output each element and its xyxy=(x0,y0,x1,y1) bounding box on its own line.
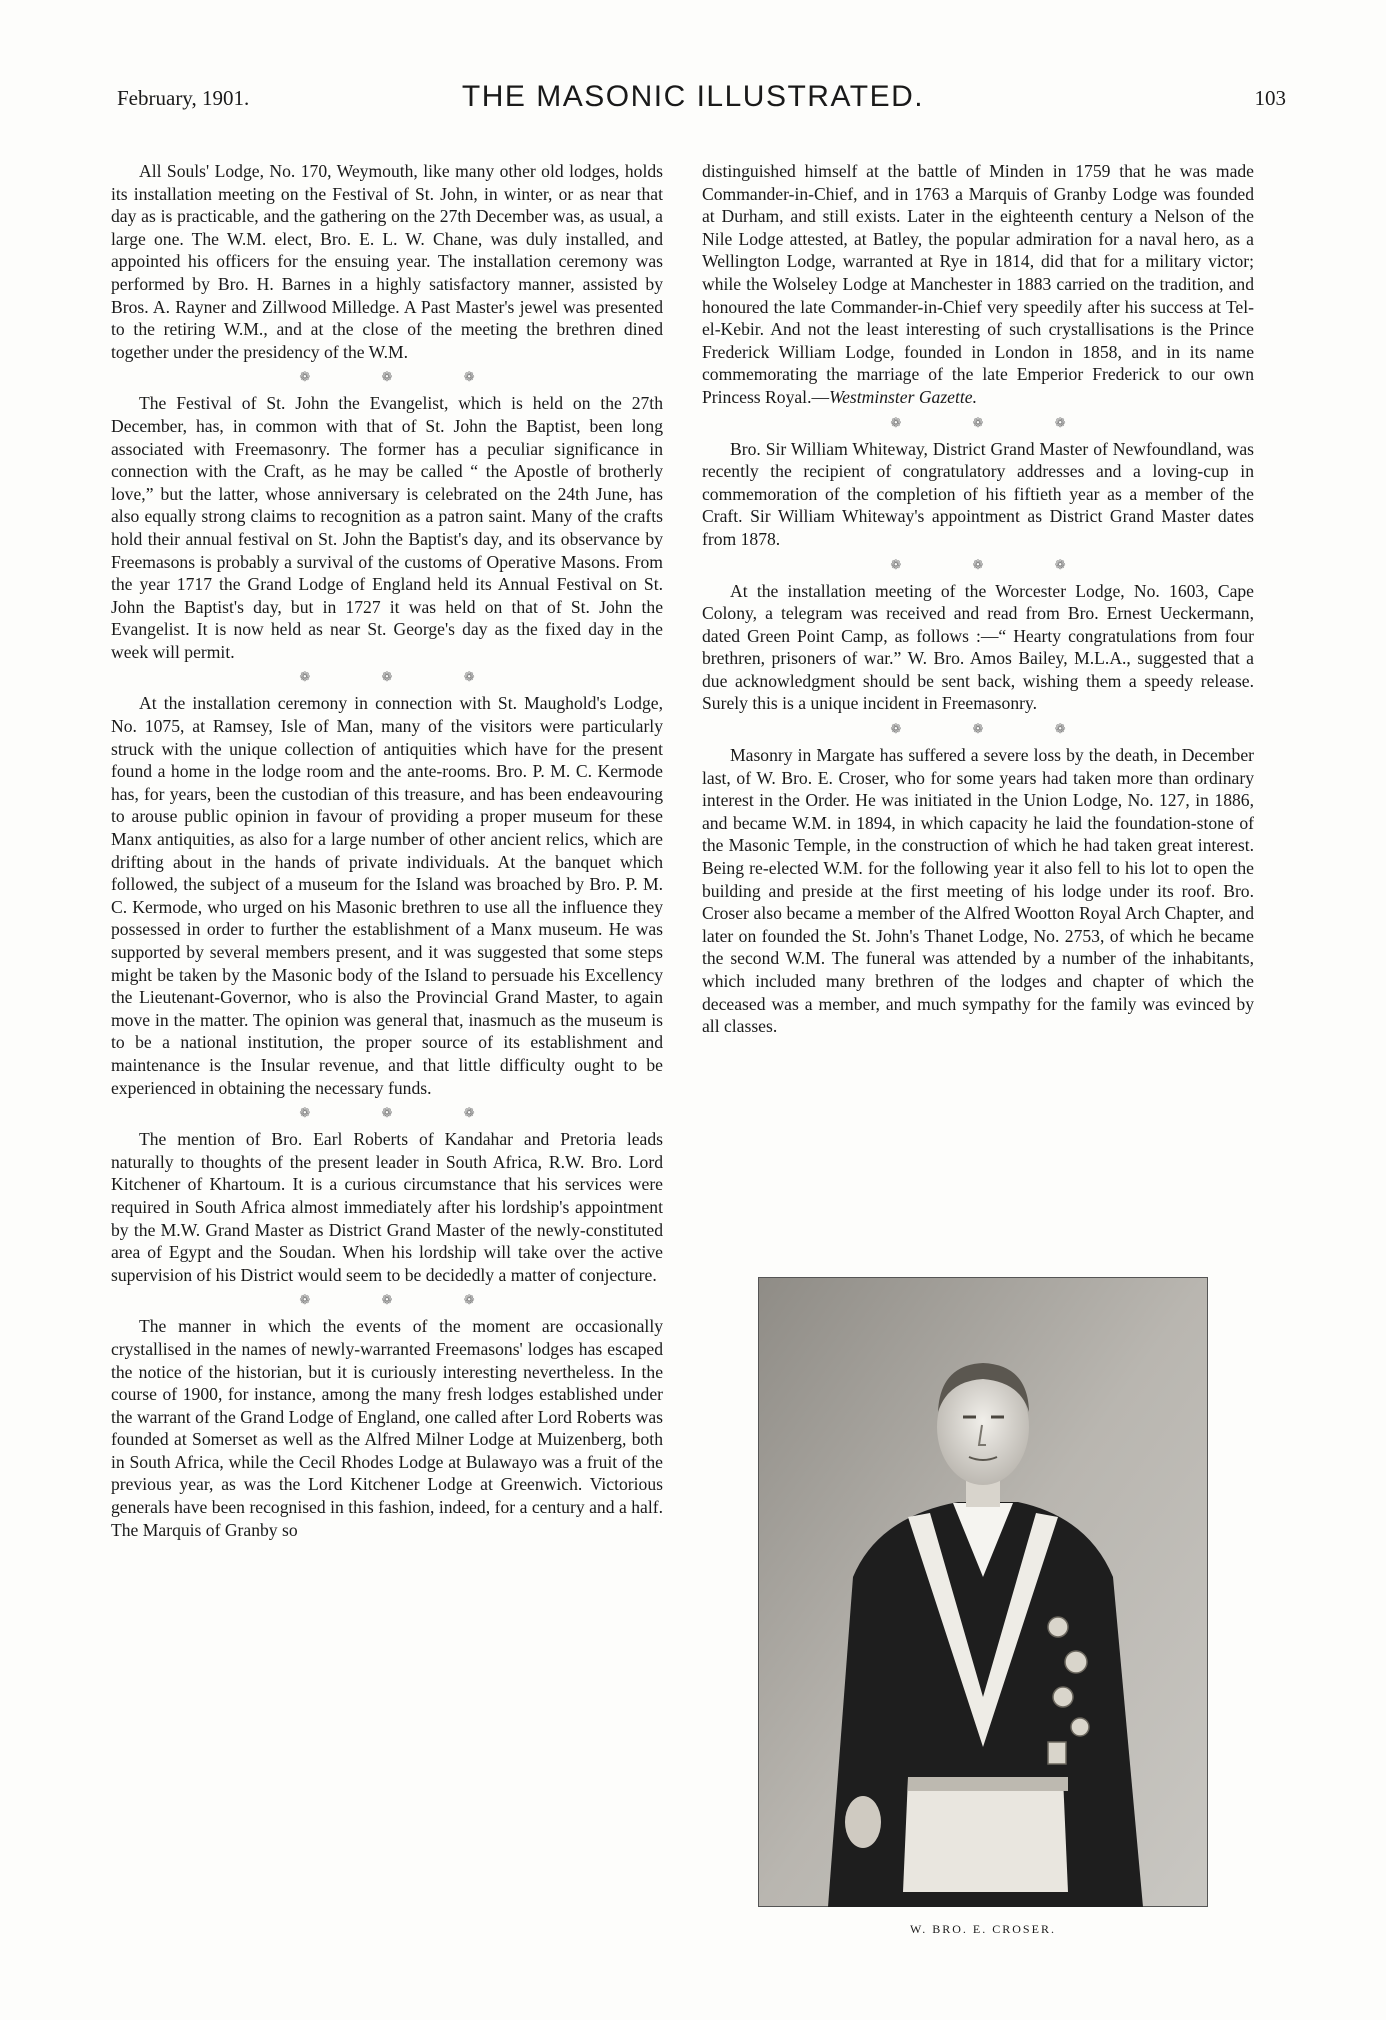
paragraph-croser-obituary: Masonry in Margate has suffered a severe loss by the death, in December last, of W. Bro. E. Croser, who for some years had taken more than ordinary interest in the Order. He was initiated in the Union Lodge, No. 127, in 1886, and became W.M. in 1894, in which capacity he laid the foundation-stone of the Masonic Temple, in the construction of which he had taken great interest. Being re-elected W.M. for the following year it also fell to his lot to open the building and preside at the first meeting of his lodge under its roof. Bro. Croser also became a member of the Alfred Wootton Royal Arch Chapter, and later on founded the St. John's Thanet Lodge, No. 2753, of which he became the second W.M. The funeral was attended by a number of the inhabitants, which included many brethren of the lodges and chapter of which the deceased was a member, and much sympathy for the family was evinced by all classes. xyxy=(702,745,1254,1037)
left-column xyxy=(111,160,663,1541)
section-ornament: ❁ ❁ ❁ xyxy=(299,1292,509,1308)
paragraph-lodge-names: The manner in which the events of the moment are occasionally crystallised in the names of newly-warranted Freemasons' lodges has escaped the notice of the historian, but it is curiously interesting nevertheless. In the course of 1900, for instance, among the many fresh lodges established under the warrant of the Grand Lodge of England, one called after Lord Roberts was founded at Somerset as well as the Alfred Milner Lodge at Muizenberg, both in South Africa, while the Cecil Rhodes Lodge at Bulawayo was a fruit of the previous year, as was the Lord Kitchener Lodge at Greenwich. Victorious generals have been recognised in this fashion, indeed, for a century and a half. The Marquis of Granby so xyxy=(111,1316,663,1540)
section-ornament: ❁ ❁ ❁ xyxy=(299,1105,509,1121)
right-column xyxy=(702,160,1254,1038)
page-number: 103 xyxy=(1254,86,1286,110)
issue-date: February, 1901. xyxy=(117,86,250,110)
source-signature: Westminster Gazette. xyxy=(829,386,977,407)
portrait-illustration xyxy=(758,1277,1208,1907)
paragraph-text: distinguished himself at the battle of Minden in 1759 that he was made Commander-in-Chief, and in 1763 a Marquis of Granby Lodge was founded at Durham, and still exists. Later in the eighteenth century a Nelson of the Nile Lodge attested, at Batley, the popular admiration for a naval hero, as a Wellington Lodge, warranted at Rye in 1814, did that for a military victor; while the Wolseley Lodge at Manchester in 1883 carried on the tradition, and honoured the late Commander-in-Chief very speedily after his success at Tel-el-Kebir. And not the least interesting of such crystallisations is the Prince Frederick William Lodge, founded in London in 1858, and in its name commemorating the marriage of the late Emperior Frederick to our own Princess Royal.— xyxy=(702,161,1254,407)
paragraph-whiteway: Bro. Sir William Whiteway, District Grand Master of Newfoundland, was recently the recipient of congratulatory addresses and a loving-cup in commemoration of the completion of his fiftieth year as a member of the Craft. Sir William Whiteway's appointment as District Grand Master dates from 1878. xyxy=(702,438,1254,549)
running-head xyxy=(0,0,1386,150)
paragraph-lord-kitchener: The mention of Bro. Earl Roberts of Kandahar and Pretoria leads naturally to thoughts of the present leader in South Africa, R.W. Bro. Lord Kitchener of Khartoum. It is a curious circumstance that his services were required in South Africa almost immediately after his lordship's appointment by the M.W. Grand Master as District Grand Master of the newly-constituted area of Egypt and the Soudan. When his lordship will take over the active supervision of his District would seem to be decidedly a matter of conjecture. xyxy=(111,1129,663,1285)
portrait-photo xyxy=(758,1277,1208,1907)
publication-title: THE MASONIC ILLUSTRATED. xyxy=(461,80,925,113)
section-ornament: ❁ ❁ ❁ xyxy=(890,556,1100,572)
section-ornament: ❁ ❁ ❁ xyxy=(299,669,509,685)
paragraph-lodge-names-continued xyxy=(702,160,1254,409)
section-ornament: ❁ ❁ ❁ xyxy=(890,414,1100,430)
section-ornament: ❁ ❁ ❁ xyxy=(890,721,1100,737)
paragraph-worcester-lodge: At the installation meeting of the Worcester Lodge, No. 1603, Cape Colony, a telegram was received and read from Bro. Ernest Ueckermann, dated Green Point Camp, as follows :—“ Hearty congratulations from four brethren, prisoners of war.” W. Bro. Amos Bailey, M.L.A., suggested that a due acknowledgment should be sent back, wishing them a speedy release. Surely this is a unique incident in Freemasonry. xyxy=(702,580,1254,714)
paragraph-festival-st-john: The Festival of St. John the Evangelist, which is held on the 27th December, has, in common with that of St. John the Baptist, been long associated with Freemasonry. The former has a peculiar significance in connection with the Craft, as he may be called “ the Apostle of brotherly love,” but the latter, whose anniversary is celebrated on the 24th June, has also equally strong claims to recognition as a patron saint. Many of the crafts hold their annual festival on St. John the Baptist's day, and its observance by Freemasons is probably a survival of the customs of Operative Masons. From the year 1717 the Grand Lodge of England held its Annual Festival on St. John the Baptist's day, but in 1727 it was held on that of St. John the Evangelist. It is now held as near St. George's day as the fixed day in the week will permit. xyxy=(111,393,663,662)
paragraph-all-souls-lodge: All Souls' Lodge, No. 170, Weymouth, like many other old lodges, holds its installation meeting on the Festival of St. John, in winter, or as near that day as is practicable, and the gathering on the 27th December was, as usual, a large one. The W.M. elect, Bro. E. L. W. Chane, was duly installed, and appointed his officers for the ensuing year. The installation ceremony was performed by Bro. H. Barnes in a highly satisfactory manner, assisted by Bros. A. Rayner and Zillwood Milledge. A Past Master's jewel was presented to the retiring W.M., and at the close of the meeting the brethren dined together under the presidency of the W.M. xyxy=(111,161,663,362)
section-ornament: ❁ ❁ ❁ xyxy=(299,369,509,385)
paragraph-st-maughold-lodge: At the installation ceremony in connection with St. Maughold's Lodge, No. 1075, at Ramsey, Isle of Man, many of the visitors were particularly struck with the unique collection of antiquities which have for the present found a home in the lodge room and the ante-rooms. Bro. P. M. C. Kermode has, for years, been the custodian of this treasure, and has been endeavouring to arouse public opinion in favour of providing a proper museum for these Manx antiquities, as also for a large number of other ancient relics, which are drifting about in the hands of private individuals. At the banquet which followed, the subject of a museum for the Island was broached by Bro. P. M. C. Kermode, who urged on his Masonic brethren to use all the influence they possessed in order to further the establishment of a Manx museum. He was supported by several members present, and it was suggested that some steps might be taken by the Masonic body of the Island to persuade his Excellency the Lieutenant-Governor, who is also the Provincial Grand Master, to again move in the matter. The opinion was general that, inasmuch as the museum is to be a national institution, the proper source of its establishment and maintenance is the Insular revenue, and that little difficulty ought to be experienced in obtaining the necessary funds. xyxy=(111,693,663,1098)
portrait-caption: W. BRO. E. CROSER. xyxy=(910,1922,1056,1936)
